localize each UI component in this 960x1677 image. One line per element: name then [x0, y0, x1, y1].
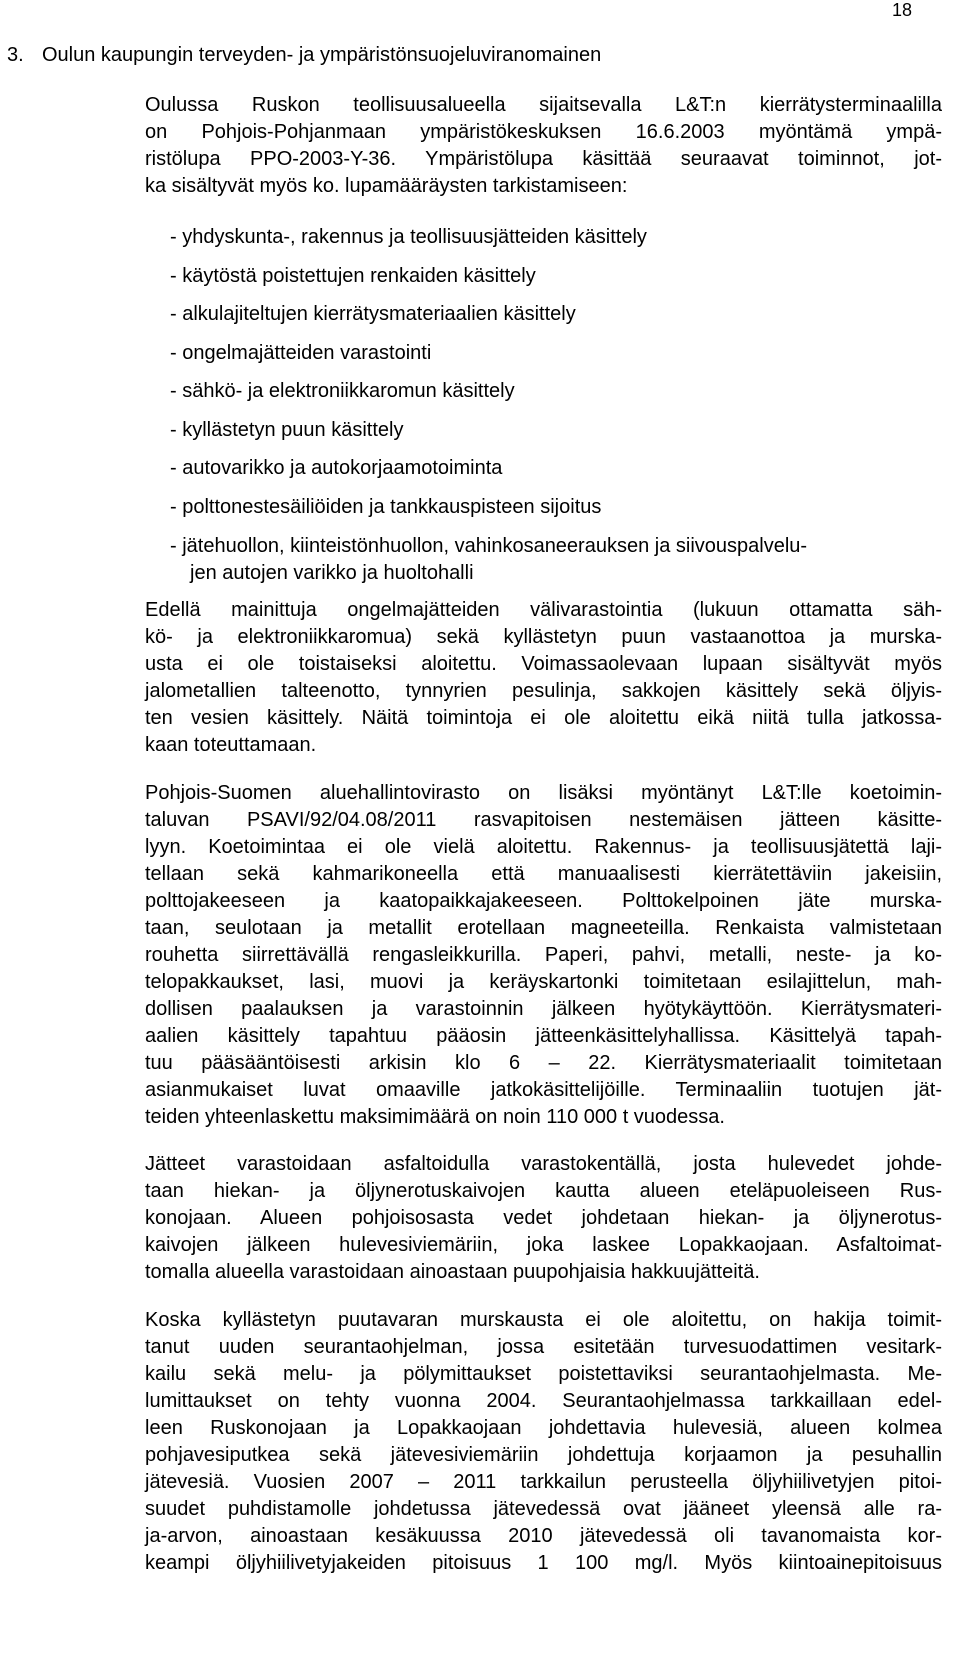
text-line: pohjavesiputkea sekä jätevesiviemäriin johdettuja korjaamon ja pesuhallin [145, 1444, 942, 1466]
text-line: dollisen paalauksen ja varastoinnin jälkeen hyötykäyttöön. Kierrätysmateri- [145, 998, 942, 1020]
text-line: kailu sekä melu- ja pölymittaukset poistettaviksi seurantaohjelmasta. Me- [145, 1363, 942, 1385]
text-line: ten vesien käsittely. Näitä toimintoja ei ole aloitettu eikä niitä tulla jatkossa- [145, 707, 942, 729]
text-line: Jätteet varastoidaan asfaltoidulla varastokentällä, josta hulevedet johde- [145, 1153, 942, 1175]
text-line: kaan toteuttamaan. [145, 734, 317, 756]
bullet-item: - alkulajiteltujen kierrätysmateriaalien käsittely [170, 303, 576, 325]
text-line: tomalla alueella varastoidaan ainoastaan puupohjaisia hakkuujätteitä. [145, 1261, 760, 1283]
bullet-item: - autovarikko ja autokorjaamotoiminta [170, 457, 503, 479]
text-line: tanut uuden seurantaohjelman, jossa esitetään turvesuodattimen vesitark- [145, 1336, 942, 1358]
text-line: ja-arvon, ainoastaan kesäkuussa 2010 jätevedessä oli tavanomaista kor- [145, 1525, 942, 1547]
bullet-item: - sähkö- ja elektroniikkaromun käsittely [170, 380, 515, 402]
text-line: rouhetta siirrettävällä rengasleikkurilla. Paperi, pahvi, metalli, neste- ja ko- [145, 944, 942, 966]
text-line: asianmukaiset luvat omaaville jatkokäsittelijöille. Terminaaliin tuotujen jät- [145, 1079, 942, 1101]
text-line: Koska kyllästetyn puutavaran murskausta ei ole aloitettu, on hakija toimit- [145, 1309, 942, 1331]
text-line: taan hiekan- ja öljynerotuskaivojen kautta alueen eteläpuoleiseen Rus- [145, 1180, 942, 1202]
text-line: leen Ruskonojaan ja Lopakkaojaan johdettavia hulevesiä, alueen kolmea [145, 1417, 942, 1439]
bullet-item [170, 533, 807, 587]
text-line: lyyn. Koetoimintaa ei ole vielä aloitettu. Rakennus- ja teollisuusjätettä laji- [145, 836, 942, 858]
text-line: usta ei ole toistaiseksi aloitettu. Voimassaolevaan lupaan sisältyvät myös [145, 653, 942, 675]
text-line: keampi öljyhiilivetyjakeiden pitoisuus 1 100 mg/l. Myös kiintoainepitoisuus [145, 1552, 942, 1574]
text-line: suudet puhdistamolle johdetussa jätevedessä ovat jääneet yleensä alle ra- [145, 1498, 942, 1520]
text-line: polttojakeeseen ja kaatopaikkajakeeseen. Polttokelpoinen jäte murska- [145, 890, 942, 912]
text-line: telopakkaukset, lasi, muovi ja keräyskartonki toimitetaan esilajittelun, mah- [145, 971, 942, 993]
text-line: tellaan sekä kahmarikoneella että manuaalisesti kierrätettäviin jakeisiin, [145, 863, 942, 885]
text-line: Pohjois-Suomen aluehallintovirasto on lisäksi myöntänyt L&T:lle koetoimin- [145, 782, 942, 804]
text-line: taluvan PSAVI/92/04.08/2011 rasvapitoisen nestemäisen jätteen käsitte- [145, 809, 942, 831]
paragraph-1 [145, 597, 942, 759]
paragraph-2 [145, 780, 942, 1131]
section-heading [7, 44, 601, 67]
bullet-text: - jätehuollon, kiinteistönhuollon, vahinkosaneerauksen ja siivouspalvelu- [170, 535, 808, 557]
bullet-continuation: jen autojen varikko ja huoltohalli [190, 562, 474, 584]
page-number: 18 [892, 0, 913, 20]
paragraph-3 [145, 1151, 942, 1286]
text-line: taan, seulotaan ja metallit erotellaan magneeteilla. Renkaista valmistetaan [145, 917, 942, 939]
text-line: ristölupa PPO-2003-Y-36. Ympäristölupa käsittää seuraavat toiminnot, jot- [145, 148, 942, 170]
text-line: kaivojen jälkeen hulevesiviemäriin, joka laskee Lopakkaojaan. Asfaltoimat- [145, 1234, 942, 1256]
text-line: kö- ja elektroniikkaromua) sekä kyllästetyn puun vastaanottoa ja murska- [145, 626, 942, 648]
text-line: Edellä mainittuja ongelmajätteiden välivarastointia (lukuun ottamatta säh- [145, 599, 942, 621]
text-line: jalometallien talteenotto, tynnyrien pesulinja, sakkojen käsittely sekä öljyis- [145, 680, 942, 702]
intro-paragraph [145, 92, 942, 200]
section-number: 3. [7, 44, 24, 66]
text-line: jätevesiä. Vuosien 2007 – 2011 tarkkailun perusteella öljyhiilivetyjen pitoi- [145, 1471, 942, 1493]
text-line: tuu pääsääntöisesti arkisin klo 6 – 22. Kierrätysmateriaalit toimitetaan [145, 1052, 942, 1074]
bullet-item: - käytöstä poistettujen renkaiden käsittely [170, 265, 536, 287]
bullet-item: - kyllästetyn puun käsittely [170, 419, 404, 441]
text-line: Oulussa Ruskon teollisuusalueella sijaitsevalla L&T:n kierrätysterminaalilla [145, 94, 942, 116]
bullet-item: - polttonestesäiliöiden ja tankkauspisteen sijoitus [170, 496, 602, 518]
paragraph-4 [145, 1307, 942, 1577]
text-line: on Pohjois-Pohjanmaan ympäristökeskuksen 16.6.2003 myöntämä ympä- [145, 121, 942, 143]
bullet-item: - yhdyskunta-, rakennus ja teollisuusjätteiden käsittely [170, 226, 647, 248]
section-title: Oulun kaupungin terveyden- ja ympäristönsuojeluviranomainen [42, 44, 602, 66]
text-line: teiden yhteenlaskettu maksimimäärä on noin 110 000 t vuodessa. [145, 1106, 725, 1128]
text-line: ka sisältyvät myös ko. lupamääräysten tarkistamiseen: [145, 175, 628, 197]
text-line: aalien käsittely tapahtuu pääosin jätteenkäsittelyhallissa. Käsittelyä tapah- [145, 1025, 942, 1047]
text-line: lumittaukset on tehty vuonna 2004. Seurantaohjelmassa tarkkaillaan edel- [145, 1390, 942, 1412]
bullet-item: - ongelmajätteiden varastointi [170, 342, 432, 364]
text-line: konojaan. Alueen pohjoisosasta vedet johdetaan hiekan- ja öljynerotus- [145, 1207, 942, 1229]
